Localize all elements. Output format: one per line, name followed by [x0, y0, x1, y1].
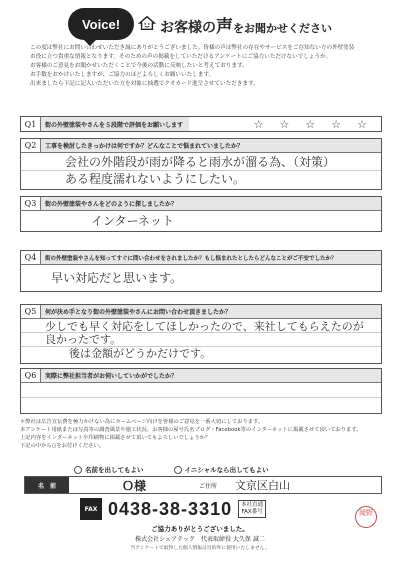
consent-options: [74, 465, 374, 474]
name-stamp: 岡野: [355, 506, 377, 528]
star-icon[interactable]: ☆: [357, 118, 367, 131]
question-label: Q4: [21, 251, 41, 264]
name-value: Ｏ様: [121, 478, 146, 493]
fax-block: [80, 498, 266, 520]
voice-badge: Voice!: [68, 8, 134, 40]
star-icon[interactable]: ☆: [331, 118, 342, 131]
option-name-ok[interactable]: 名前を出してもよい: [74, 465, 144, 474]
star-icon[interactable]: ☆: [305, 118, 316, 131]
question-text: 街の外壁塗装やさんをどのように探しましたか？: [45, 201, 178, 208]
question-3: [20, 196, 382, 232]
option-initial-ok[interactable]: イニシャルなら出してもよい: [174, 465, 269, 474]
company-name: 株式会社シェアテック 代表取締役 大久保 誠二: [135, 536, 265, 543]
address-value: 文京区白山: [235, 479, 290, 492]
fax-number: 0438-38-3310: [108, 498, 233, 519]
survey-header: [60, 6, 350, 42]
question-text: 街の外壁塗装やさんを知ってすぐに問い合わせをされましたか？もし悩まれたとしたらどんなことがご不安でしたか？: [45, 255, 337, 262]
answer-line: ある程度濡れないようにしたい。: [65, 172, 246, 186]
answer-line: 後は金額がどうかだけです。: [69, 347, 212, 360]
rating-stars[interactable]: [254, 118, 367, 131]
house-icon: [138, 14, 156, 32]
question-text: 何が決め手となり街の外壁塗装やさんにお問い合わせ頂きましたか？: [45, 309, 232, 316]
question-2: [20, 138, 382, 190]
question-text: 実際に弊社担当者がお伺いしていかがでしたか？: [45, 373, 178, 380]
question-text: 街の外壁塗装やさんを５段階で評価をお願いします: [41, 117, 189, 131]
intro-text: この度は弊社にお問い合わせいただき誠にありがとうございました。皆様の声は弊社の存在やサービスをご存知ない方の外壁塗装 お役に立つ貴重な情報となります。そのための声の掲載をしていただけるアンケートにご協力いただけないでしょうか。 お客様のご意見をお聞かせいただくことで今後の活動に反映したいと考えております。 お手数をおかけいたしますが、ご協力のほどよろしくお願いいたします。 出来ましたら下記に記入いただいた方を対象に抽選でクオカード進呈させていただきます。: [30, 45, 355, 87]
thanks-text: ご協力ありがとうございました。: [151, 525, 249, 533]
customer-info-row: [24, 476, 382, 494]
star-icon[interactable]: ☆: [279, 118, 290, 131]
answer-line: 早い対応だと思います。: [51, 271, 183, 285]
question-text: 工事を検討したきっかけは何ですか？どんなことで悩まれていましたか？: [45, 143, 244, 150]
answer-line: 少しでも早く対応をしてほしかったので、来社してもらえたのが: [21, 319, 381, 333]
fax-note: 本社直通 FAX番号: [238, 500, 266, 518]
consent-note: ＊弊社は広告宣伝費を極力かけない為にホームページ向けを皆様のご意見を一番大切にしております。 本アンケート用紙または写真等の調査風景や施工状況、お客様の屋号氏名ブログ・Facebook等のインターネットに掲載させて頂いております。 上記内容をインターネットや印刷物に掲載させて頂いてもよろしいでしょうか？ 下記の中から○をお付けください。: [20, 419, 362, 449]
privacy-note: 当アンケートで取得した個人情報は目的外に使用いたしません。: [130, 546, 270, 551]
question-label: Q3: [21, 197, 41, 210]
page-title: お客様の声をお聞かせください: [160, 17, 332, 37]
checkbox-icon[interactable]: [74, 466, 82, 474]
question-label: Q6: [21, 369, 41, 382]
question-5: [20, 304, 382, 364]
checkbox-icon[interactable]: [174, 466, 182, 474]
star-icon[interactable]: ☆: [253, 118, 264, 131]
question-1: [20, 116, 382, 132]
question-6: [20, 368, 382, 414]
answer-line: 良かったです。: [21, 333, 381, 347]
address-label: ご住所: [199, 482, 218, 490]
name-label: 名 前: [25, 477, 69, 493]
question-label: Q2: [21, 139, 41, 152]
fax-icon: FAX: [80, 498, 102, 520]
answer-line: 会社の外階段が雨が降ると雨水が溜る為、（対策）: [21, 153, 381, 171]
question-4: [20, 250, 382, 292]
question-label: Q1: [21, 117, 41, 131]
question-label: Q5: [21, 305, 41, 318]
answer-line: インターネット: [91, 214, 174, 228]
